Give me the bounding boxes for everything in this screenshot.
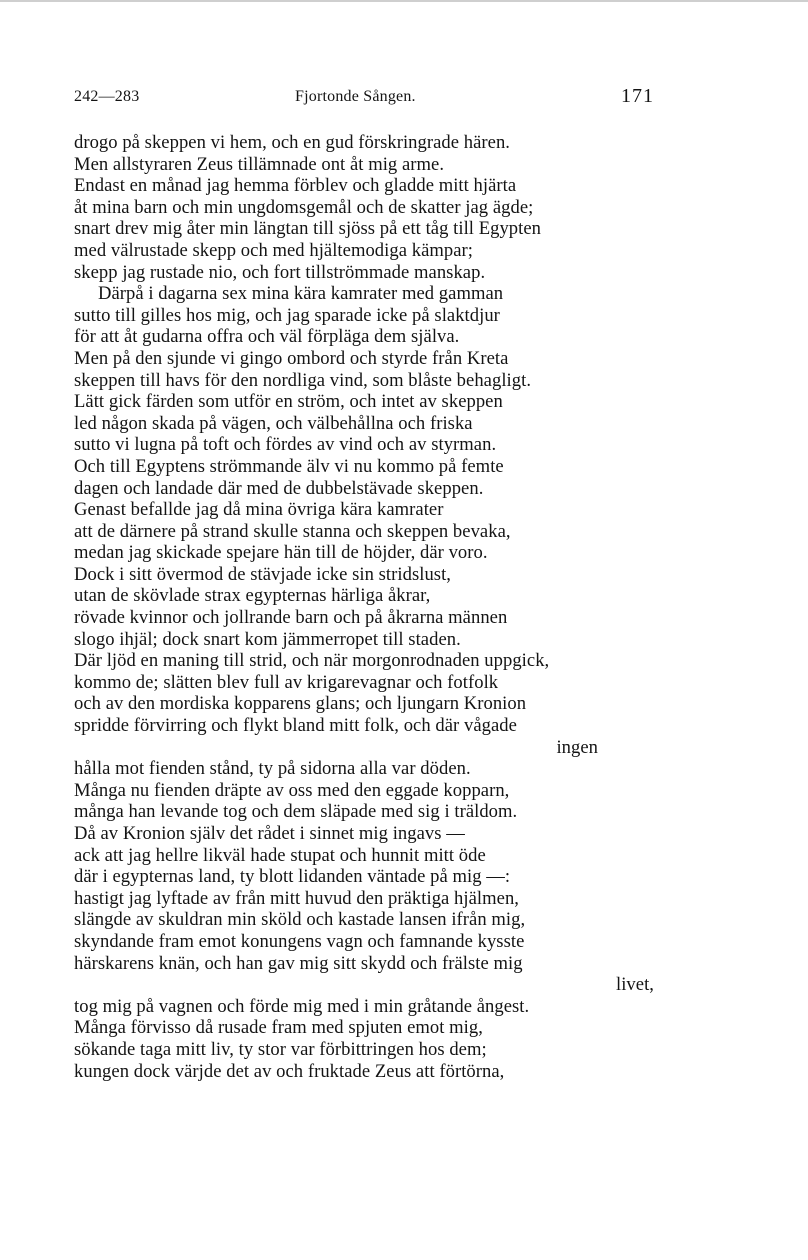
page-number: 171 <box>621 85 654 107</box>
verse-line: ack att jag hellre likväl hade stupat och hunnit mitt öde <box>74 844 486 866</box>
verse-line: Dock i sitt övermod de stävjade icke sin stridslust, <box>74 563 451 585</box>
top-edge-rule <box>0 0 808 2</box>
verse-line: där i egypternas land, ty blott lidanden väntade på mig —: <box>74 866 511 888</box>
verse-line: Endast en månad jag hemma förblev och gladde mitt hjärta <box>74 175 517 197</box>
verse-line: att de därnere på strand skulle stanna och skeppen bevaka, <box>74 520 511 542</box>
verse-line: led någon skada på vägen, och välbehållna och friska <box>74 412 473 434</box>
verse-runover: livet, <box>616 974 654 996</box>
verse-line: och av den mordiska kopparens glans; och ljungarn Kronion <box>74 693 527 715</box>
verse-line: dagen och landade där med de dubbelstävade skeppen. <box>74 477 484 499</box>
verse-range: 242—283 <box>74 88 140 105</box>
verse-line: slogo ihjäl; dock snart kom jämmerropet till staden. <box>74 628 461 650</box>
running-header <box>0 86 808 110</box>
verse-line: skepp jag rustade nio, och fort tillströmmade manskap. <box>74 261 486 283</box>
verse-line: spridde förvirring och flykt bland mitt folk, och där vågade <box>74 715 517 737</box>
verse-line: Genast befallde jag då mina övriga kära kamrater <box>74 499 444 521</box>
verse-line: utan de skövlade strax egypternas härliga åkrar, <box>74 585 431 607</box>
verse-line: Men på den sjunde vi gingo ombord och styrde från Kreta <box>74 347 509 369</box>
verse-line: med välrustade skepp och med hjältemodiga kämpar; <box>74 239 473 261</box>
verse-line: många han levande tog och dem släpade med sig i träldom. <box>74 801 518 823</box>
verse-line: skyndande fram emot konungens vagn och famnande kysste <box>74 930 525 952</box>
verse-line: Lätt gick färden som utför en ström, och intet av skeppen <box>74 391 503 413</box>
verse-line: sökande taga mitt liv, ty stor var förbittringen hos dem; <box>74 1038 487 1060</box>
verse-line: Där ljöd en maning till strid, och när morgonrodnaden uppgick, <box>74 650 550 672</box>
verse-line: slängde av skuldran min sköld och kastade lansen ifrån mig, <box>74 909 526 931</box>
verse-line: rövade kvinnor och jollrande barn och på åkrarna männen <box>74 607 508 629</box>
verse-line: sutto vi lugna på toft och fördes av vind och av styrman. <box>74 434 497 456</box>
verse-line: skeppen till havs för den nordliga vind, som blåste behagligt. <box>74 369 532 391</box>
verse-line: Många förvisso då rusade fram med spjuten emot mig, <box>74 1017 483 1039</box>
verse-line: sutto till gilles hos mig, och jag sparade icke på slaktdjur <box>74 304 500 326</box>
poem-text <box>74 132 694 1082</box>
verse-line: härskarens knän, och han gav mig sitt skydd och frälste mig <box>74 952 523 974</box>
verse-line: tog mig på vagnen och förde mig med i min gråtande ångest. <box>74 995 530 1017</box>
verse-line: hålla mot fienden stånd, ty på sidorna alla var döden. <box>74 758 471 780</box>
verse-line: hastigt jag lyftade av från mitt huvud den präktiga hjälmen, <box>74 887 519 909</box>
verse-line: kommo de; slätten blev full av krigarevagnar och fotfolk <box>74 671 499 693</box>
verse-line: Många nu fienden dräpte av oss med den eggade kopparn, <box>74 779 510 801</box>
chapter-title: Fjortonde Sången. <box>295 88 416 105</box>
verse-line: åt mina barn och min ungdomsgemål och de skatter jag ägde; <box>74 196 534 218</box>
verse-line: medan jag skickade spejare hän till de höjder, där voro. <box>74 542 488 564</box>
verse-line: Och till Egyptens strömmande älv vi nu kommo på femte <box>74 455 504 477</box>
verse-line: kungen dock värjde det av och fruktade Zeus att förtörna, <box>74 1060 505 1082</box>
verse-line: Därpå i dagarna sex mina kära kamrater med gamman <box>98 283 504 305</box>
verse-runover: ingen <box>556 736 598 758</box>
verse-line: Då av Kronion själv det rådet i sinnet mig ingavs — <box>74 823 465 844</box>
verse-line: Men allstyraren Zeus tillämnade ont åt mig arme. <box>74 153 445 175</box>
verse-line: för att åt gudarna offra och väl förpläga dem själva. <box>74 326 460 348</box>
verse-line: drogo på skeppen vi hem, och en gud förskringrade hären. <box>74 132 511 153</box>
verse-line: snart drev mig åter min längtan till sjöss på ett tåg till Egypten <box>74 218 542 240</box>
